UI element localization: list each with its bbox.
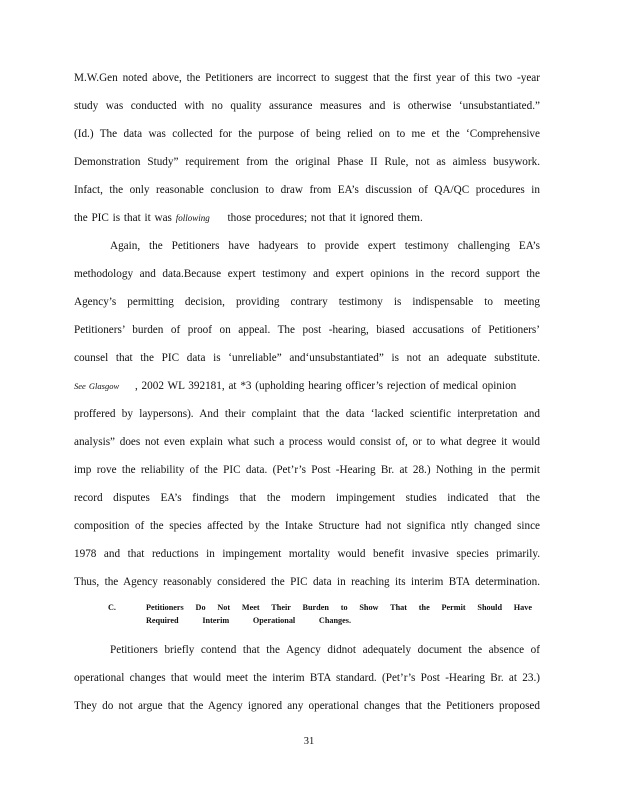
body-line: M.W.Gen noted above, the Petitioners are incorrect to suggest that the first year of this two -year	[74, 72, 540, 84]
citation-signal: See Glasgow	[74, 381, 120, 391]
body-line: proffered by laypersons). And their complaint that the data ‘lacked scientific interpretation and	[74, 408, 540, 420]
body-line-end: , 2002 WL 392181, at *3 (upholding hearing officer’s rejection of medical opinion	[134, 380, 517, 392]
body-line: Thus, the Agency reasonably considered the PIC data in reaching its interim BTA determination.	[74, 576, 540, 588]
body-line: methodology and data.Because expert testimony and expert opinions in the record support the	[74, 268, 540, 280]
body-line: Agency’s permitting decision, providing contrary testimony is indispensable to meeting	[74, 296, 540, 308]
italic-word: following	[175, 213, 210, 223]
body-line: imp rove the reliability of the PIC data. (Pet’r’s Post -Hearing Br. at 28.) Nothing in the permit	[74, 464, 540, 476]
body-line: (Id.) The data was collected for the purpose of being relied on to me et the ‘Comprehensive	[74, 128, 540, 140]
body-line-end: those procedures; not that it ignored them.	[227, 212, 423, 224]
body-line: Petitioners briefly contend that the Agency didnot adequately document the absence of	[110, 644, 540, 656]
body-line: Infact, the only reasonable conclusion to draw from EA’s discussion of QA/QC procedures in	[74, 184, 540, 196]
section-heading: Petitioners Do Not Meet Their Burden to Show That the Permit Should Have	[146, 603, 532, 612]
body-line: 1978 and that reductions in impingement mortality would benefit invasive species primarily.	[74, 548, 540, 560]
body-line-start: the PIC is that it was	[74, 212, 172, 224]
body-line: record disputes EA’s findings that the modern impingement studies indicated that the	[74, 492, 540, 504]
body-line	[74, 211, 540, 225]
section-heading: Required Interim Operational Changes.	[146, 616, 351, 625]
body-line: composition of the species affected by the Intake Structure had not significa ntly changed since	[74, 520, 540, 532]
body-line: They do not argue that the Agency ignored any operational changes that the Petitioners proposed	[74, 700, 540, 712]
body-line: counsel that the PIC data is ‘unreliable” and‘unsubstantiated” is not an adequate substitute.	[74, 352, 540, 364]
body-line: Petitioners’ burden of proof on appeal. The post -hearing, biased accusations of Petitioners’	[74, 324, 540, 336]
body-line: Again, the Petitioners have hadyears to provide expert testimony challenging EA’s	[110, 240, 540, 252]
body-line: study was conducted with no quality assurance measures and is otherwise ‘unsubstantiated.”	[74, 100, 540, 112]
body-line: operational changes that would meet the interim BTA standard. (Pet’r’s Post -Hearing Br. at 23.)	[74, 672, 540, 684]
body-line	[74, 379, 540, 393]
page-number: 31	[303, 736, 315, 747]
section-heading-label: C.	[108, 603, 116, 612]
body-line: analysis” does not even explain what such a process would consist of, or to what degree it would	[74, 436, 540, 448]
body-line: Demonstration Study” requirement from the original Phase II Rule, not as aimless busywork.	[74, 156, 540, 168]
